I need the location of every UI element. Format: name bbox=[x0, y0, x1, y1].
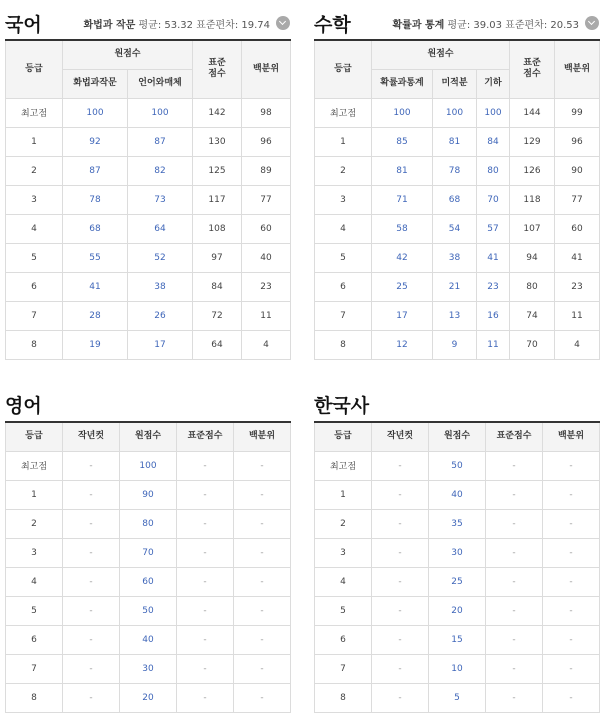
korean-rows bbox=[6, 98, 291, 359]
score-cell: 96 bbox=[555, 127, 600, 156]
score-cell: 84 bbox=[477, 127, 510, 156]
grade-cell: 최고점 bbox=[6, 98, 63, 127]
grade-cell: 1 bbox=[6, 127, 63, 156]
table-row bbox=[6, 596, 291, 625]
score-cell: - bbox=[63, 654, 120, 683]
score-cell: 100 bbox=[433, 98, 477, 127]
score-cell: - bbox=[543, 538, 600, 567]
score-cell: - bbox=[372, 683, 429, 712]
table-row bbox=[315, 509, 600, 538]
header-std: 표준 점수 bbox=[510, 40, 555, 98]
score-cell: - bbox=[63, 596, 120, 625]
score-cell: 99 bbox=[555, 98, 600, 127]
grade-cell: 6 bbox=[315, 625, 372, 654]
grade-cell: 4 bbox=[6, 567, 63, 596]
grade-cell: 7 bbox=[6, 654, 63, 683]
table-row bbox=[6, 625, 291, 654]
score-cell: 129 bbox=[510, 127, 555, 156]
table-row bbox=[315, 98, 600, 127]
score-cell: 30 bbox=[120, 654, 177, 683]
score-cell: - bbox=[63, 683, 120, 712]
score-cell: - bbox=[63, 509, 120, 538]
score-cell: 94 bbox=[510, 243, 555, 272]
score-cell: 100 bbox=[372, 98, 433, 127]
grade-cell: 8 bbox=[315, 683, 372, 712]
header-raw: 원점수 bbox=[429, 422, 486, 451]
history-panel bbox=[314, 391, 599, 701]
score-cell: 70 bbox=[510, 330, 555, 359]
score-cell: - bbox=[372, 451, 429, 480]
score-cell: - bbox=[177, 654, 234, 683]
grade-cell: 2 bbox=[6, 509, 63, 538]
grade-cell: 5 bbox=[315, 596, 372, 625]
score-cell: 71 bbox=[372, 185, 433, 214]
grade-cell: 1 bbox=[315, 480, 372, 509]
table-row bbox=[315, 567, 600, 596]
table-row bbox=[315, 301, 600, 330]
grade-cell: 4 bbox=[315, 214, 372, 243]
header-sub2: 미적분 bbox=[433, 69, 477, 98]
score-cell: 100 bbox=[128, 98, 193, 127]
grade-cell: 5 bbox=[6, 243, 63, 272]
score-cell: 17 bbox=[128, 330, 193, 359]
score-cell: 64 bbox=[128, 214, 193, 243]
score-cell: 30 bbox=[429, 538, 486, 567]
score-cell: 100 bbox=[63, 98, 128, 127]
score-cell: - bbox=[372, 625, 429, 654]
history-score-table bbox=[314, 421, 600, 713]
korean-panel bbox=[5, 6, 290, 366]
grade-cell: 2 bbox=[315, 156, 372, 185]
grade-cell: 6 bbox=[315, 272, 372, 301]
table-row bbox=[315, 451, 600, 480]
score-cell: 5 bbox=[429, 683, 486, 712]
grade-cell: 3 bbox=[315, 538, 372, 567]
korean-stats-values: 평균: 53.32 표준편차: 19.74 bbox=[138, 20, 270, 31]
table-row bbox=[315, 596, 600, 625]
header-sub1: 확률과통계 bbox=[372, 69, 433, 98]
grade-cell: 3 bbox=[6, 538, 63, 567]
header-pct: 백분위 bbox=[242, 40, 291, 98]
score-cell: 4 bbox=[555, 330, 600, 359]
score-cell: 19 bbox=[63, 330, 128, 359]
score-cell: - bbox=[234, 654, 291, 683]
table-row bbox=[315, 330, 600, 359]
score-cell: 98 bbox=[242, 98, 291, 127]
score-cell: 84 bbox=[193, 272, 242, 301]
score-cell: 4 bbox=[242, 330, 291, 359]
table-row bbox=[6, 127, 291, 156]
score-cell: - bbox=[543, 451, 600, 480]
score-cell: 142 bbox=[193, 98, 242, 127]
score-cell: 42 bbox=[372, 243, 433, 272]
score-cell: - bbox=[543, 567, 600, 596]
table-row bbox=[6, 243, 291, 272]
score-cell: 35 bbox=[429, 509, 486, 538]
score-cell: - bbox=[372, 509, 429, 538]
score-cell: - bbox=[177, 567, 234, 596]
score-cell: 81 bbox=[433, 127, 477, 156]
score-cell: 11 bbox=[477, 330, 510, 359]
score-cell: 60 bbox=[555, 214, 600, 243]
header-raw: 원점수 bbox=[63, 40, 193, 69]
korean-stats-label: 화법과 작문 bbox=[83, 20, 136, 31]
score-cell: - bbox=[177, 509, 234, 538]
score-cell: 92 bbox=[63, 127, 128, 156]
score-cell: - bbox=[543, 480, 600, 509]
score-cell: - bbox=[63, 451, 120, 480]
score-cell: 11 bbox=[242, 301, 291, 330]
header-grade: 등급 bbox=[6, 40, 63, 98]
score-cell: - bbox=[234, 683, 291, 712]
score-cell: - bbox=[486, 596, 543, 625]
english-title: 영어 bbox=[5, 395, 42, 417]
table-row bbox=[6, 538, 291, 567]
korean-score-table bbox=[5, 39, 291, 360]
score-cell: 9 bbox=[433, 330, 477, 359]
score-cell: - bbox=[543, 596, 600, 625]
score-cell: 41 bbox=[477, 243, 510, 272]
grade-cell: 7 bbox=[315, 654, 372, 683]
grade-cell: 2 bbox=[315, 509, 372, 538]
score-cell: 97 bbox=[193, 243, 242, 272]
grade-cell: 8 bbox=[315, 330, 372, 359]
score-cell: 38 bbox=[128, 272, 193, 301]
score-cell: - bbox=[234, 451, 291, 480]
score-cell: 13 bbox=[433, 301, 477, 330]
score-cell: - bbox=[234, 538, 291, 567]
header-grade: 등급 bbox=[315, 422, 372, 451]
score-cell: 52 bbox=[128, 243, 193, 272]
score-cell: - bbox=[63, 625, 120, 654]
grade-cell: 5 bbox=[315, 243, 372, 272]
math-title: 수학 bbox=[314, 14, 351, 36]
score-cell: 90 bbox=[120, 480, 177, 509]
english-panel bbox=[5, 391, 290, 701]
score-cell: 64 bbox=[193, 330, 242, 359]
score-cell: - bbox=[543, 509, 600, 538]
header-prev: 작년컷 bbox=[63, 422, 120, 451]
score-cell: 55 bbox=[63, 243, 128, 272]
score-cell: - bbox=[372, 538, 429, 567]
history-rows bbox=[315, 451, 600, 712]
score-cell: 130 bbox=[193, 127, 242, 156]
score-cell: 25 bbox=[372, 272, 433, 301]
score-cell: - bbox=[234, 625, 291, 654]
table-row bbox=[315, 214, 600, 243]
grade-cell: 5 bbox=[6, 596, 63, 625]
score-cell: 68 bbox=[433, 185, 477, 214]
score-cell: 117 bbox=[193, 185, 242, 214]
header-prev: 작년컷 bbox=[372, 422, 429, 451]
score-cell: 60 bbox=[242, 214, 291, 243]
score-cell: 144 bbox=[510, 98, 555, 127]
grade-cell: 6 bbox=[6, 272, 63, 301]
score-cell: 28 bbox=[63, 301, 128, 330]
table-row bbox=[6, 451, 291, 480]
score-cell: 70 bbox=[120, 538, 177, 567]
english-score-table bbox=[5, 421, 291, 713]
score-cell: 25 bbox=[429, 567, 486, 596]
table-row bbox=[6, 301, 291, 330]
score-cell: 90 bbox=[555, 156, 600, 185]
header-pct: 백분위 bbox=[543, 422, 600, 451]
score-cell: 77 bbox=[242, 185, 291, 214]
score-cell: 15 bbox=[429, 625, 486, 654]
score-cell: - bbox=[486, 625, 543, 654]
score-cell: - bbox=[486, 567, 543, 596]
score-cell: 68 bbox=[63, 214, 128, 243]
header-std: 표준점수 bbox=[486, 422, 543, 451]
score-cell: - bbox=[486, 654, 543, 683]
score-cell: - bbox=[177, 451, 234, 480]
math-expand-chevron-icon[interactable] bbox=[585, 16, 599, 30]
score-cell: 20 bbox=[429, 596, 486, 625]
table-row bbox=[6, 654, 291, 683]
score-cell: - bbox=[372, 567, 429, 596]
score-cell: 100 bbox=[477, 98, 510, 127]
english-rows bbox=[6, 451, 291, 712]
table-row bbox=[6, 156, 291, 185]
score-cell: 78 bbox=[433, 156, 477, 185]
score-cell: - bbox=[486, 480, 543, 509]
score-cell: 77 bbox=[555, 185, 600, 214]
score-cell: 85 bbox=[372, 127, 433, 156]
score-cell: - bbox=[63, 567, 120, 596]
table-row bbox=[315, 683, 600, 712]
score-cell: - bbox=[234, 480, 291, 509]
score-cell: - bbox=[372, 596, 429, 625]
score-cell: - bbox=[486, 509, 543, 538]
score-cell: 81 bbox=[372, 156, 433, 185]
score-cell: - bbox=[177, 596, 234, 625]
score-cell: 74 bbox=[510, 301, 555, 330]
score-cell: - bbox=[177, 538, 234, 567]
table-row bbox=[6, 683, 291, 712]
math-panel bbox=[314, 6, 599, 366]
header-sub3: 기하 bbox=[477, 69, 510, 98]
grade-cell: 3 bbox=[6, 185, 63, 214]
score-cell: - bbox=[543, 625, 600, 654]
score-cell: 41 bbox=[555, 243, 600, 272]
score-cell: 125 bbox=[193, 156, 242, 185]
score-cell: 20 bbox=[120, 683, 177, 712]
score-cell: 100 bbox=[120, 451, 177, 480]
score-cell: 72 bbox=[193, 301, 242, 330]
score-cell: 38 bbox=[433, 243, 477, 272]
score-cell: - bbox=[63, 538, 120, 567]
table-row bbox=[6, 567, 291, 596]
header-raw: 원점수 bbox=[120, 422, 177, 451]
score-cell: 11 bbox=[555, 301, 600, 330]
grade-cell: 4 bbox=[6, 214, 63, 243]
header-grade: 등급 bbox=[6, 422, 63, 451]
score-cell: 108 bbox=[193, 214, 242, 243]
score-cell: - bbox=[234, 596, 291, 625]
score-cell: 16 bbox=[477, 301, 510, 330]
table-row bbox=[315, 480, 600, 509]
score-cell: 23 bbox=[477, 272, 510, 301]
header-sub1: 화법과작문 bbox=[63, 69, 128, 98]
score-cell: - bbox=[177, 683, 234, 712]
grade-cell: 6 bbox=[6, 625, 63, 654]
score-cell: - bbox=[372, 654, 429, 683]
score-cell: 57 bbox=[477, 214, 510, 243]
score-cell: 26 bbox=[128, 301, 193, 330]
korean-expand-chevron-icon[interactable] bbox=[276, 16, 290, 30]
math-rows bbox=[315, 98, 600, 359]
table-row bbox=[6, 330, 291, 359]
header-pct: 백분위 bbox=[234, 422, 291, 451]
score-cell: - bbox=[543, 654, 600, 683]
score-cell: 96 bbox=[242, 127, 291, 156]
korean-stats bbox=[84, 16, 270, 31]
math-stats-label: 확률과 통계 bbox=[392, 20, 445, 31]
score-cell: 82 bbox=[128, 156, 193, 185]
table-row bbox=[6, 272, 291, 301]
score-cell: 50 bbox=[120, 596, 177, 625]
header-sub2: 언어와매체 bbox=[128, 69, 193, 98]
score-cell: - bbox=[372, 480, 429, 509]
score-cell: 118 bbox=[510, 185, 555, 214]
score-cell: 10 bbox=[429, 654, 486, 683]
score-cell: 23 bbox=[555, 272, 600, 301]
table-row bbox=[315, 654, 600, 683]
table-row bbox=[315, 127, 600, 156]
score-cell: - bbox=[177, 625, 234, 654]
score-cell: - bbox=[234, 509, 291, 538]
score-cell: - bbox=[177, 480, 234, 509]
grade-cell: 7 bbox=[315, 301, 372, 330]
table-row bbox=[315, 243, 600, 272]
math-stats-values: 평균: 39.03 표준편차: 20.53 bbox=[447, 20, 579, 31]
score-cell: 58 bbox=[372, 214, 433, 243]
korean-title: 국어 bbox=[5, 14, 42, 36]
table-row bbox=[6, 480, 291, 509]
table-row bbox=[315, 156, 600, 185]
header-std: 표준 점수 bbox=[193, 40, 242, 98]
grade-cell: 3 bbox=[315, 185, 372, 214]
score-cell: - bbox=[63, 480, 120, 509]
grade-cell: 7 bbox=[6, 301, 63, 330]
score-cell: - bbox=[234, 567, 291, 596]
score-cell: 54 bbox=[433, 214, 477, 243]
score-cell: 40 bbox=[242, 243, 291, 272]
header-grade: 등급 bbox=[315, 40, 372, 98]
score-cell: 40 bbox=[429, 480, 486, 509]
table-row bbox=[6, 185, 291, 214]
score-cell: 87 bbox=[128, 127, 193, 156]
score-cell: 17 bbox=[372, 301, 433, 330]
grade-cell: 8 bbox=[6, 330, 63, 359]
score-cell: 41 bbox=[63, 272, 128, 301]
score-cell: 107 bbox=[510, 214, 555, 243]
score-cell: 12 bbox=[372, 330, 433, 359]
score-cell: 40 bbox=[120, 625, 177, 654]
table-row bbox=[315, 185, 600, 214]
history-title: 한국사 bbox=[314, 395, 370, 417]
score-cell: 89 bbox=[242, 156, 291, 185]
grade-cell: 최고점 bbox=[315, 451, 372, 480]
score-cell: 78 bbox=[63, 185, 128, 214]
grade-cell: 최고점 bbox=[6, 451, 63, 480]
table-row bbox=[6, 509, 291, 538]
header-std: 표준점수 bbox=[177, 422, 234, 451]
score-cell: - bbox=[486, 683, 543, 712]
score-cell: 80 bbox=[477, 156, 510, 185]
score-cell: 73 bbox=[128, 185, 193, 214]
grade-cell: 1 bbox=[6, 480, 63, 509]
score-cell: - bbox=[543, 683, 600, 712]
table-row bbox=[6, 214, 291, 243]
table-row bbox=[6, 98, 291, 127]
table-row bbox=[315, 538, 600, 567]
math-score-table bbox=[314, 39, 600, 360]
score-cell: 87 bbox=[63, 156, 128, 185]
table-row bbox=[315, 272, 600, 301]
grade-cell: 최고점 bbox=[315, 98, 372, 127]
table-row bbox=[315, 625, 600, 654]
score-cell: 21 bbox=[433, 272, 477, 301]
grade-cell: 2 bbox=[6, 156, 63, 185]
score-cell: 126 bbox=[510, 156, 555, 185]
score-cell: 60 bbox=[120, 567, 177, 596]
grade-cell: 4 bbox=[315, 567, 372, 596]
score-cell: 70 bbox=[477, 185, 510, 214]
header-raw: 원점수 bbox=[372, 40, 510, 69]
score-cell: - bbox=[486, 538, 543, 567]
score-cell: 80 bbox=[510, 272, 555, 301]
grade-cell: 1 bbox=[315, 127, 372, 156]
score-cell: 50 bbox=[429, 451, 486, 480]
score-cell: 23 bbox=[242, 272, 291, 301]
grade-cell: 8 bbox=[6, 683, 63, 712]
score-cell: 80 bbox=[120, 509, 177, 538]
score-cell: - bbox=[486, 451, 543, 480]
header-pct: 백분위 bbox=[555, 40, 600, 98]
math-stats bbox=[393, 16, 579, 31]
